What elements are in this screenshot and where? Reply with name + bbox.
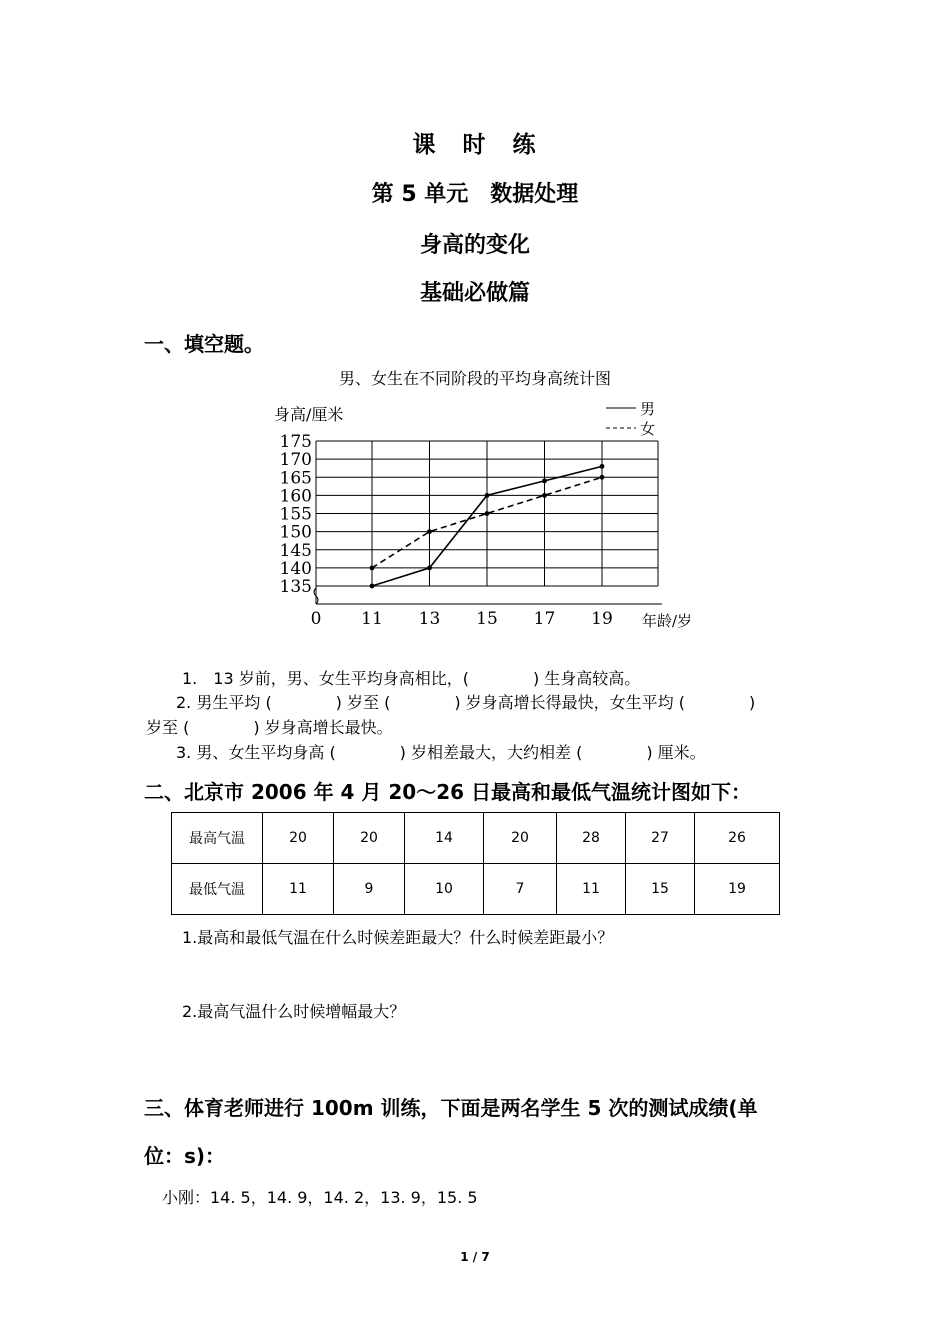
- question-1-2b: 岁至 ( ) 岁身高增长最快。: [146, 718, 393, 737]
- legend-label: 男: [640, 400, 656, 418]
- xiaogang-scores: 小刚：14. 5，14. 9，14. 2，13. 9，15. 5: [162, 1188, 478, 1207]
- table-cell: 20: [263, 813, 334, 864]
- table-cell: 7: [484, 864, 557, 915]
- section3-heading-line2: 位：s)：: [144, 1144, 226, 1168]
- row-label: 最高气温: [172, 813, 263, 864]
- y-tick-label: 170: [279, 450, 312, 471]
- x-tick-label: 13: [418, 609, 441, 629]
- table-cell: 20: [484, 813, 557, 864]
- data-point: [370, 565, 375, 570]
- table-row: [172, 864, 780, 915]
- x-tick-label: 15: [476, 609, 498, 629]
- x-tick-label: 17: [533, 609, 556, 629]
- data-point: [600, 475, 605, 480]
- y-tick-label: 165: [279, 468, 312, 489]
- height-line-chart: [270, 396, 710, 636]
- question-1-1: 1. 13 岁前，男、女生平均身高相比，( ) 生身高较高。: [182, 669, 641, 688]
- x-tick-label: 19: [591, 609, 613, 629]
- y-axis-label: 身高/厘米: [274, 405, 344, 424]
- table-cell: 20: [334, 813, 405, 864]
- question-2-1: 1.最高和最低气温在什么时候差距最大？什么时候差距最小？: [182, 928, 614, 947]
- y-tick-label: 150: [279, 522, 312, 543]
- table-cell: 11: [557, 864, 626, 915]
- data-point: [542, 493, 547, 498]
- data-point: [600, 464, 605, 469]
- section1-heading: 一、填空题。: [144, 332, 264, 356]
- question-2-2: 2.最高气温什么时候增幅最大？: [182, 1002, 406, 1021]
- y-tick-label: 175: [279, 432, 312, 452]
- table-cell: 26: [695, 813, 780, 864]
- table-cell: 10: [405, 864, 484, 915]
- y-tick-label: 145: [279, 540, 312, 561]
- temperature-table: [171, 812, 780, 915]
- y-tick-label: 155: [279, 504, 312, 525]
- data-point: [427, 565, 432, 570]
- table-cell: 19: [695, 864, 780, 915]
- table-cell: 15: [626, 864, 695, 915]
- y-tick-label: 135: [279, 577, 312, 597]
- y-tick-label: 140: [279, 558, 312, 579]
- question-1-2a: 2. 男生平均 ( ) 岁至 ( ) 岁身高增长得最快，女生平均 ( ): [176, 693, 756, 712]
- row-label: 最低气温: [172, 864, 263, 915]
- x-axis-label: 年龄/岁: [642, 612, 693, 630]
- chart-title: 男、女生在不同阶段的平均身高统计图: [338, 369, 611, 388]
- data-point: [485, 493, 490, 498]
- data-point: [485, 511, 490, 516]
- data-point: [542, 478, 547, 483]
- doc-title: 课 时 练: [412, 132, 538, 158]
- legend-label: 女: [640, 420, 656, 438]
- y-tick-label: 160: [279, 486, 312, 507]
- unit-title: 第 5 单元 数据处理: [371, 182, 579, 207]
- table-cell: 14: [405, 813, 484, 864]
- table-row: [172, 813, 780, 864]
- level-title: 基础必做篇: [419, 281, 530, 306]
- section3-heading-line1: 三、体育老师进行 100m 训练，下面是两名学生 5 次的测试成绩(单: [144, 1096, 758, 1120]
- data-point: [427, 529, 432, 534]
- section2-heading: 二、北京市 2006 年 4 月 20～26 日最高和最低气温统计图如下：: [144, 780, 752, 804]
- x-tick-label: 0: [310, 609, 322, 629]
- table-cell: 11: [263, 864, 334, 915]
- table-cell: 27: [626, 813, 695, 864]
- table-cell: 9: [334, 864, 405, 915]
- lesson-title: 身高的变化: [419, 233, 530, 258]
- table-cell: 28: [557, 813, 626, 864]
- question-1-3: 3. 男、女生平均身高 ( ) 岁相差最大，大约相差 ( ) 厘米。: [176, 743, 706, 762]
- x-tick-label: 11: [361, 609, 383, 629]
- page-number: 1 / 7: [460, 1250, 490, 1264]
- data-point: [370, 584, 375, 589]
